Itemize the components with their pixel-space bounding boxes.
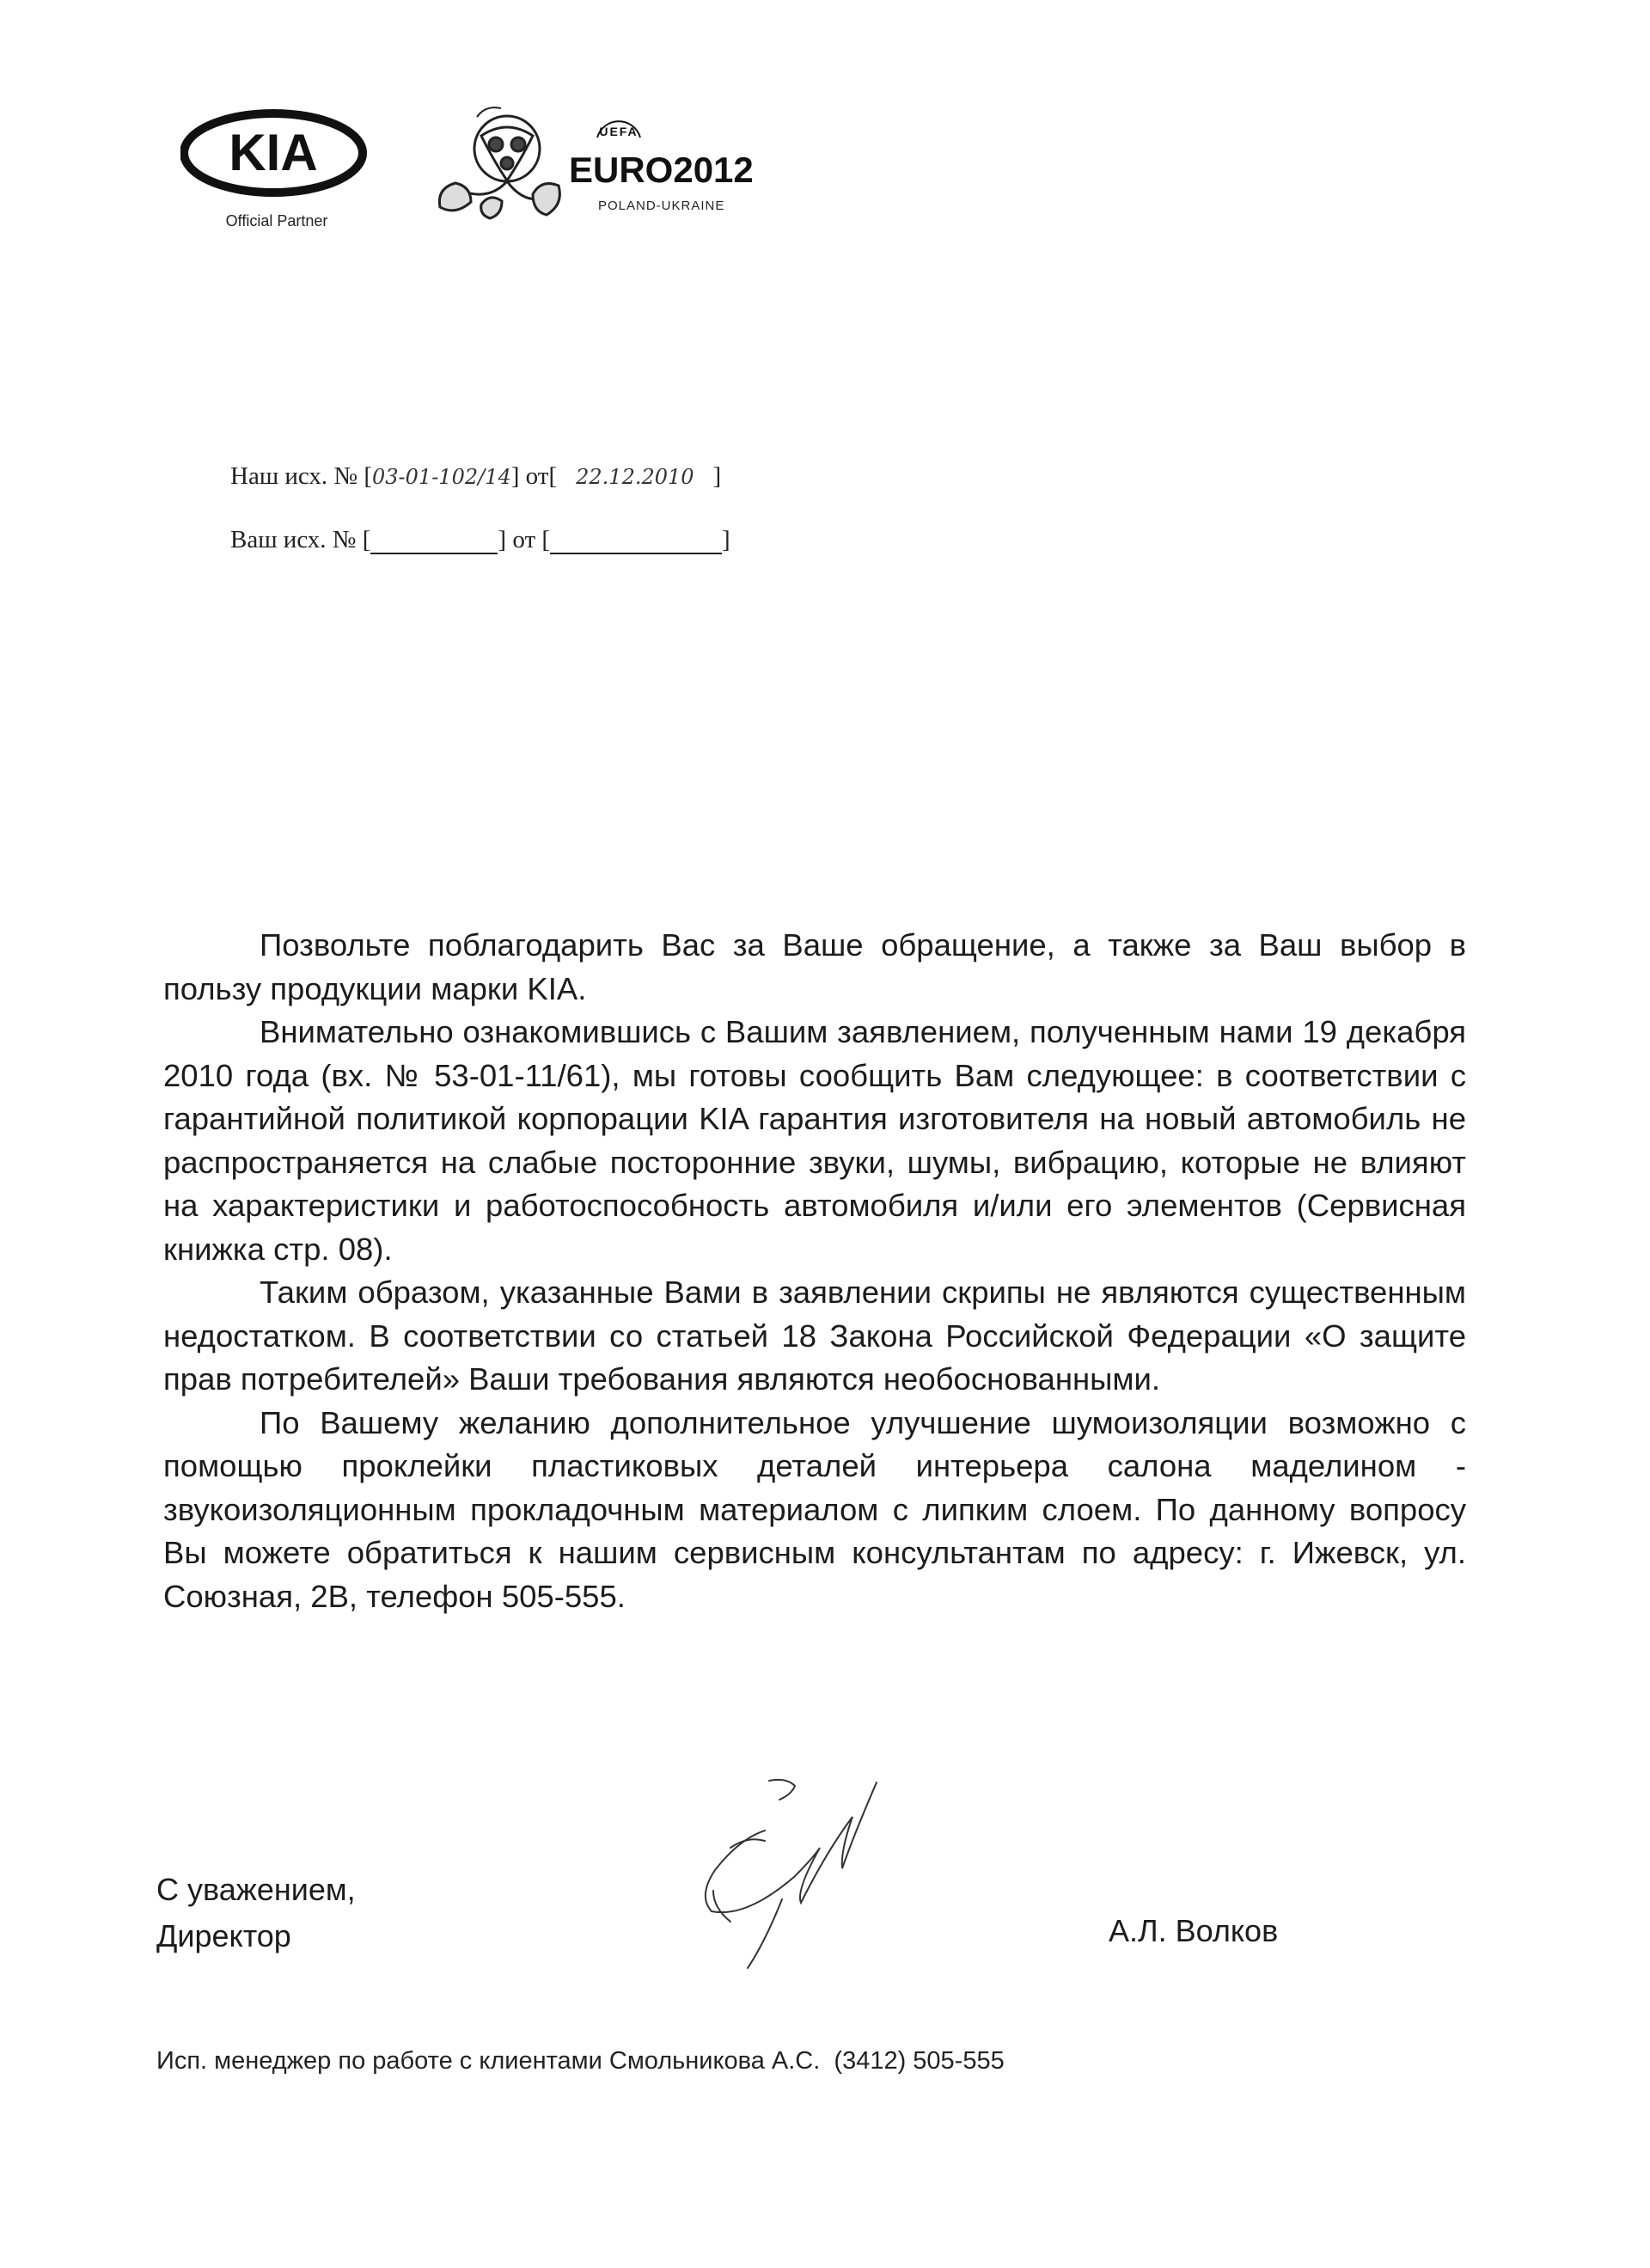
executor-footer: Исп. менеджер по работе с клиентами Смольникова А.С. (3412) 505-555 [156,2047,1005,2075]
letter-paragraph: Позвольте поблагодарить Вас за Ваше обращение, а также за Ваш выбор в пользу продукции марки KIA. [163,927,1466,1006]
closing-position: Директор [156,1918,291,1953]
letter-paragraph: Таким образом, указанные Вами в заявлении скрипы не являются существенным недостатком. В соответствии со статьей 18 Закона Российской Федерации «О защите прав потребителей» Ваши требования являются необоснованными. [163,1275,1466,1397]
our-ref-number: 03-01-102/14 [372,465,511,489]
handwritten-signature [645,1770,902,1977]
euro-uefa-text: UEFA [599,125,639,138]
your-ref-date-blank [550,530,722,554]
your-ref-label: Ваш исх. № [230,526,357,553]
euro2012-logo-icon [569,121,754,213]
your-reference-line: Ваш исх. № [ ] от [ ] [230,526,730,553]
letterhead-logos [180,101,782,239]
kia-tagline: Official Partner [225,212,328,229]
letter-body [163,924,1466,1618]
kia-logo-text: KIA [229,124,318,181]
closing-block [156,1867,356,1959]
kia-logo-icon [184,113,363,193]
our-reference-line: Наш исх. № [03-01-102/14] от[ 22.12.2010 ] [230,462,722,490]
euro-title-text: EURO2012 [569,150,754,190]
your-ref-date-label: от [512,526,536,553]
letter-paragraph: По Вашему желанию дополнительное улучшение шумоизоляции возможно с помощью проклейки пластиковых деталей интерьера салона маделином - звукоизоляционным прокладочным материалом с липким слоем. По данному вопросу Вы можете обратиться к нашим сервисным консультантам по адресу: г. Ижевск, ул. Союзная, 2В, телефон 505-555. [163,1404,1466,1614]
euro2012-flower-ball-icon [439,107,559,218]
closing-regards: С уважением, [156,1872,356,1907]
letterhead [180,101,782,239]
our-ref-label: Наш исх. № [230,462,358,490]
euro-subtitle-text: POLAND-UKRAINE [598,199,725,213]
your-ref-number-blank [370,530,498,554]
letter-paragraph: Внимательно ознакомившись с Вашим заявлением, полученным нами 19 декабря 2010 года (вх. № 53-01-11/61), мы готовы сообщить Вам следующее: в соответствии с гарантийной политикой корпорации KIA гарантия изготовителя на новый автомобиль не распространяется на слабые посторонние звуки, шумы, вибрацию, которые не влияют на характеристики и работоспособность автомобиля и/или его элементов (Сервисная книжка стр. 08). [163,1014,1466,1267]
our-ref-date: 22.12.2010 [576,465,694,489]
signer-name: А.Л. Волков [1109,1913,1279,1948]
our-ref-date-label: от [525,462,549,490]
